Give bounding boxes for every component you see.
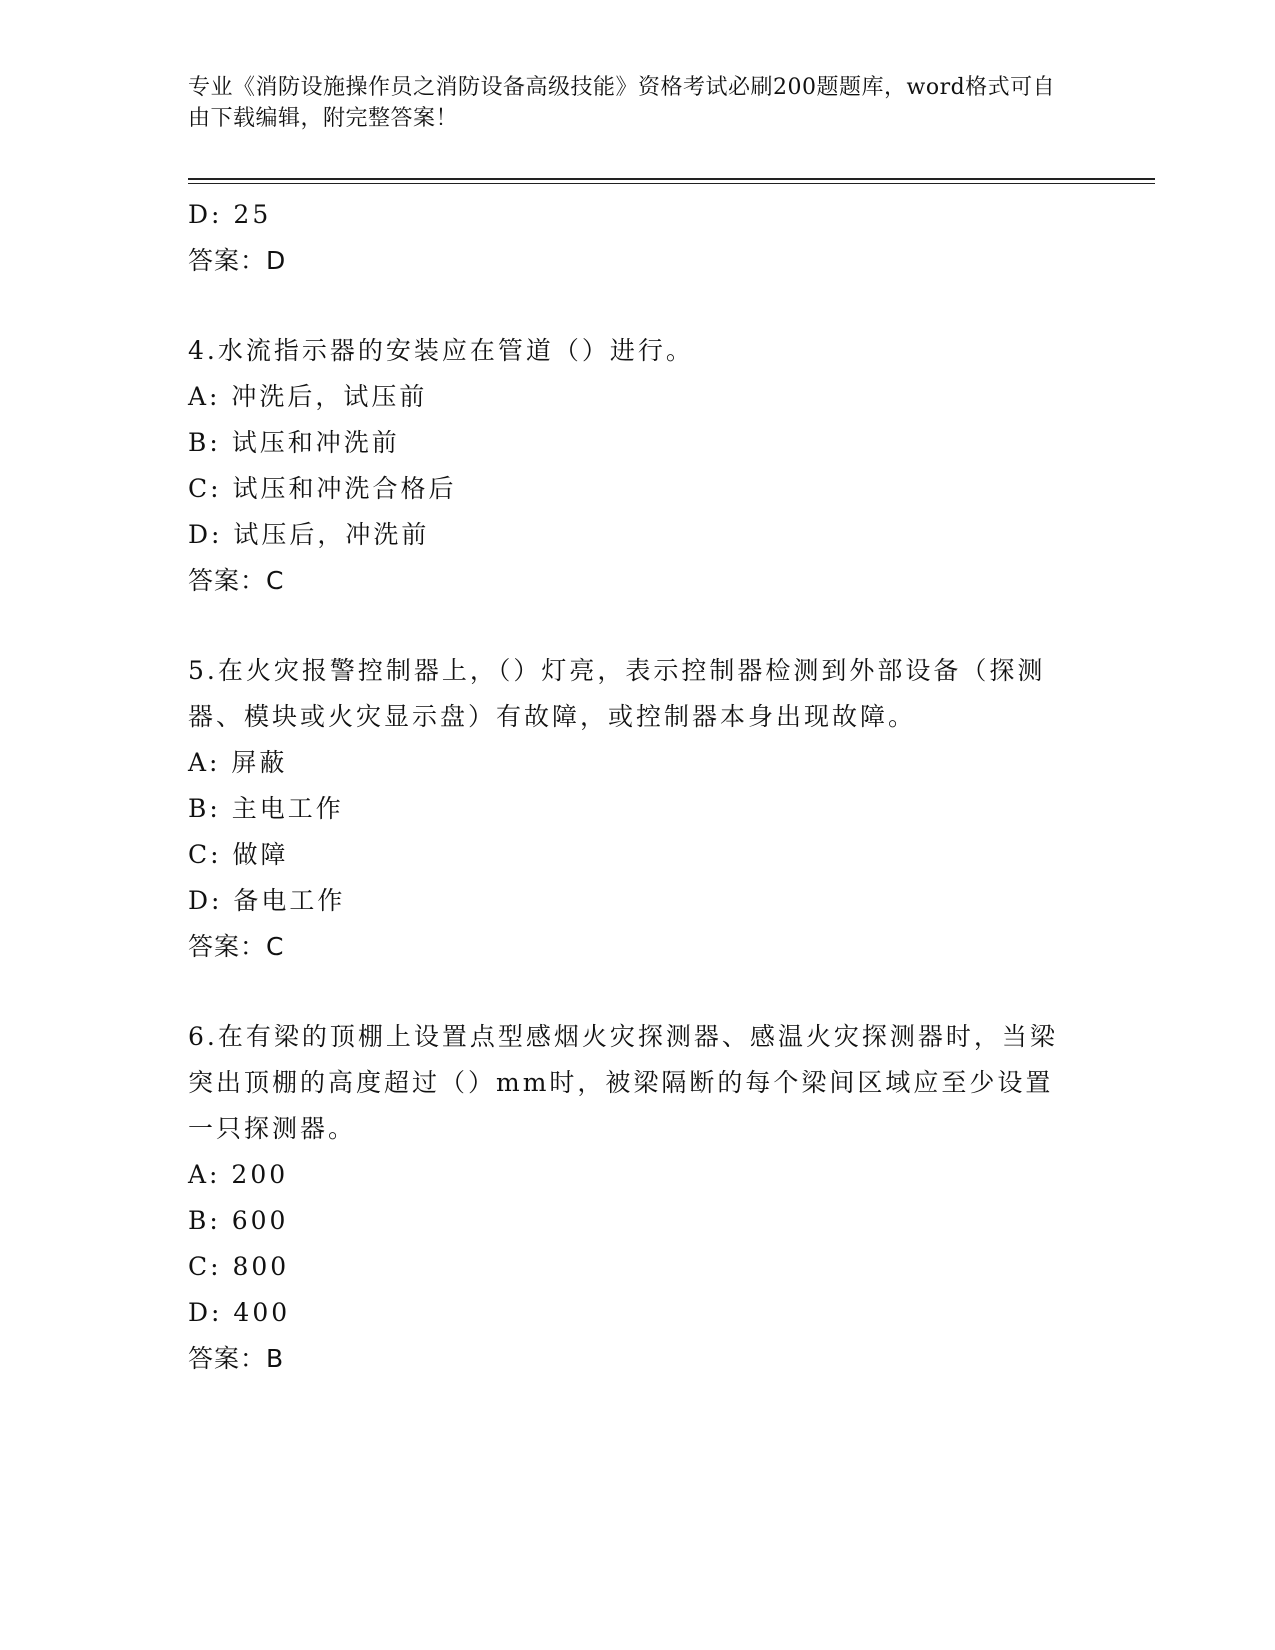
- question-4: [188, 328, 1068, 604]
- answer: 答案：B: [188, 1344, 285, 1373]
- question-text: 5.在火灾报警控制器上，（）灯亮，表示控制器检测到外部设备（探测器、模块或火灾显示盘）有故障，或控制器本身出现故障。: [188, 656, 1046, 731]
- option-a: A: 屏蔽: [188, 748, 288, 777]
- prev-option-d: D: 25: [188, 200, 272, 229]
- prev-answer: 答案：D: [188, 246, 287, 275]
- option-b: B: 600: [188, 1206, 289, 1235]
- option-a: A: 冲洗后，试压前: [188, 382, 428, 411]
- option-b: B: 试压和冲洗前: [188, 428, 400, 457]
- question-text: 4.水流指示器的安装应在管道（）进行。: [188, 336, 694, 365]
- option-d: D: 试压后，冲洗前: [188, 520, 430, 549]
- question-list: [188, 192, 1068, 1382]
- header-rule-thick: [188, 178, 1155, 180]
- question-6: [188, 1014, 1068, 1382]
- option-b: B: 主电工作: [188, 794, 344, 823]
- option-c: C: 试压和冲洗合格后: [188, 474, 457, 503]
- option-c: C: 800: [188, 1252, 290, 1281]
- option-c: C: 做障: [188, 840, 289, 869]
- option-d: D: 400: [188, 1298, 291, 1327]
- question-5: [188, 648, 1068, 970]
- answer: 答案：C: [188, 566, 285, 595]
- document-header: 专业《消防设施操作员之消防设备高级技能》资格考试必刷200题题库，word格式可自由下载编辑，附完整答案！: [188, 75, 1056, 131]
- option-a: A: 200: [188, 1160, 289, 1189]
- question-text: 6.在有梁的顶棚上设置点型感烟火灾探测器、感温火灾探测器时，当梁突出顶棚的高度超过（）mm时，被梁隔断的每个梁间区域应至少设置一只探测器。: [188, 1022, 1058, 1143]
- answer: 答案：C: [188, 932, 285, 961]
- option-d: D: 备电工作: [188, 886, 346, 915]
- header-rule-thin: [188, 183, 1155, 184]
